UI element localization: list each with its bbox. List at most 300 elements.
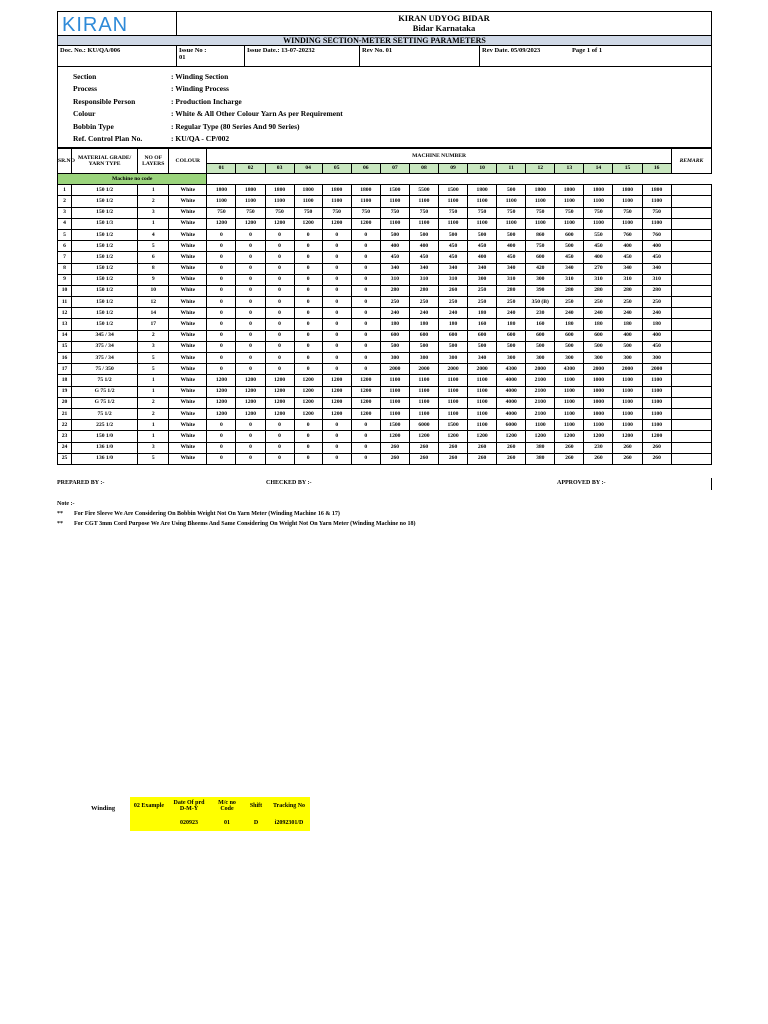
cell-layers: 3 [138, 442, 169, 453]
cell-meter-value: 0 [207, 431, 236, 442]
table-row [58, 241, 712, 252]
cell-meter-value: 0 [351, 420, 380, 431]
cell-meter-value: 1200 [207, 218, 236, 229]
rev-no: Rev No. 01 [360, 46, 480, 67]
cell-meter-value: 260 [497, 442, 526, 453]
cell-meter-value: 1800 [265, 185, 294, 196]
cell-meter-value: 0 [265, 453, 294, 464]
issue-no-cell [177, 46, 245, 67]
cell-material: 150 1/2 [72, 285, 138, 296]
cell-meter-value: 250 [468, 285, 497, 296]
cell-meter-value: 500 [409, 229, 438, 240]
page-number: Page 1 of 1 [571, 47, 603, 54]
cell-meter-value: 1100 [642, 420, 671, 431]
cell-meter-value: 1200 [236, 397, 265, 408]
col-header-colour: COLOUR [169, 149, 207, 174]
notes-title: Note :- [57, 501, 75, 507]
cell-meter-value: 750 [265, 207, 294, 218]
cell-srno: 1 [58, 185, 72, 196]
cell-meter-value: 500 [497, 341, 526, 352]
cell-meter-value: 260 [555, 442, 584, 453]
cell-srno: 24 [58, 442, 72, 453]
cell-remark [671, 218, 711, 229]
cell-meter-value: 340 [439, 263, 468, 274]
cell-meter-value: 1800 [294, 185, 322, 196]
cell-meter-value: 450 [439, 252, 468, 263]
cell-meter-value: 260 [380, 453, 409, 464]
cell-meter-value: 340 [497, 263, 526, 274]
cell-meter-value: 400 [613, 241, 642, 252]
cell-meter-value: 1200 [322, 218, 351, 229]
cell-srno: 10 [58, 285, 72, 296]
col-header-remark: REMARK [671, 149, 711, 174]
cell-meter-value: 420 [526, 263, 555, 274]
cell-meter-value: 1200 [265, 386, 294, 397]
cell-meter-value: 2000 [584, 364, 613, 375]
approved-by: APPROVED BY :- [557, 480, 606, 486]
machine-number-cell: 03 [265, 164, 294, 174]
company-location: Bidar Karnataka [412, 22, 476, 33]
example-h1: 02 Example [130, 797, 168, 814]
info-row: Colour : White & All Other Colour Yarn As per Requirement [73, 109, 343, 118]
cell-meter-value: 1100 [584, 218, 613, 229]
cell-meter-value: 0 [294, 453, 322, 464]
cell-meter-value: 0 [294, 241, 322, 252]
cell-meter-value: 1200 [409, 431, 438, 442]
cell-meter-value: 260 [613, 453, 642, 464]
cell-colour: White [169, 196, 207, 207]
cell-remark [671, 375, 711, 386]
cell-srno: 23 [58, 431, 72, 442]
cell-layers: 14 [138, 308, 169, 319]
cell-meter-value: 260 [409, 453, 438, 464]
cell-meter-value: 1100 [468, 408, 497, 419]
cell-material: 150 1/0 [72, 431, 138, 442]
cell-meter-value: 250 [380, 297, 409, 308]
cell-material: 75 / 350 [72, 364, 138, 375]
cell-srno: 14 [58, 330, 72, 341]
cell-meter-value: 0 [322, 341, 351, 352]
cell-meter-value: 1100 [468, 196, 497, 207]
cell-meter-value: 240 [555, 308, 584, 319]
cell-layers: 1 [138, 218, 169, 229]
cell-meter-value: 750 [207, 207, 236, 218]
cell-meter-value: 250 [468, 297, 497, 308]
note-item: ** For CGT 3mm Cord Purpose We Are Using Bheems And Same Considering On Weight Not On Yarn Meter (Winding Machine no 18) [57, 521, 416, 527]
cell-meter-value: 240 [613, 308, 642, 319]
cell-material: G 75 1/2 [72, 386, 138, 397]
cell-layers: 1 [138, 375, 169, 386]
cell-material: 75 1/2 [72, 408, 138, 419]
cell-remark [671, 442, 711, 453]
cell-meter-value: 0 [294, 252, 322, 263]
cell-meter-value: 0 [236, 263, 265, 274]
cell-meter-value: 0 [322, 319, 351, 330]
cell-meter-value: 500 [468, 229, 497, 240]
cell-colour: White [169, 207, 207, 218]
cell-layers: 2 [138, 397, 169, 408]
machine-number-cell: 14 [584, 164, 613, 174]
cell-srno: 20 [58, 397, 72, 408]
example-h2: Date Of prd D-M-Y [168, 797, 210, 814]
cell-remark [671, 386, 711, 397]
cell-meter-value: 230 [584, 442, 613, 453]
cell-layers: 9 [138, 274, 169, 285]
cell-meter-value: 500 [497, 229, 526, 240]
cell-meter-value: 0 [236, 341, 265, 352]
cell-meter-value: 1200 [265, 218, 294, 229]
cell-meter-value: 280 [613, 285, 642, 296]
cell-meter-value: 750 [555, 207, 584, 218]
machine-number-cell: 16 [642, 164, 671, 174]
cell-meter-value: 500 [584, 341, 613, 352]
info-row: Responsible Person : Production Incharge [73, 97, 242, 106]
cell-meter-value: 260 [584, 453, 613, 464]
cell-srno: 22 [58, 420, 72, 431]
cell-meter-value: 2100 [526, 375, 555, 386]
cell-meter-value: 340 [555, 263, 584, 274]
table-row [58, 297, 712, 308]
cell-meter-value: 0 [265, 420, 294, 431]
cell-meter-value: 300 [526, 353, 555, 364]
cell-meter-value: 750 [526, 207, 555, 218]
cell-remark [671, 341, 711, 352]
cell-material: 150 1/2 [72, 308, 138, 319]
cell-meter-value: 1100 [409, 386, 438, 397]
cell-remark [671, 207, 711, 218]
cell-meter-value: 250 [613, 297, 642, 308]
cell-meter-value: 450 [642, 252, 671, 263]
info-block [57, 67, 712, 148]
table-row [58, 196, 712, 207]
table-row [58, 420, 712, 431]
cell-meter-value: 1800 [322, 185, 351, 196]
cell-material: G 75 1/2 [72, 397, 138, 408]
cell-meter-value: 0 [265, 364, 294, 375]
cell-colour: White [169, 252, 207, 263]
cell-layers: 8 [138, 263, 169, 274]
table-row [58, 185, 712, 196]
cell-meter-value: 1800 [351, 185, 380, 196]
cell-meter-value: 1200 [207, 408, 236, 419]
cell-meter-value: 300 [497, 353, 526, 364]
cell-srno: 6 [58, 241, 72, 252]
cell-meter-value: 760 [613, 229, 642, 240]
cell-material: 150 1/2 [72, 274, 138, 285]
cell-meter-value: 1100 [555, 386, 584, 397]
cell-meter-value: 260 [468, 453, 497, 464]
cell-meter-value: 250 [409, 297, 438, 308]
cell-colour: White [169, 218, 207, 229]
cell-meter-value: 4000 [497, 397, 526, 408]
cell-meter-value: 0 [322, 263, 351, 274]
cell-meter-value: 1100 [526, 420, 555, 431]
cell-meter-value: 300 [555, 353, 584, 364]
cell-meter-value: 1100 [380, 408, 409, 419]
cell-meter-value: 0 [207, 285, 236, 296]
cell-meter-value: 1100 [584, 420, 613, 431]
info-row: Ref. Control Plan No. : KU/QA - CP/002 [73, 134, 230, 143]
cell-meter-value: 500 [468, 341, 497, 352]
cell-srno: 2 [58, 196, 72, 207]
cell-colour: White [169, 185, 207, 196]
cell-meter-value: 4300 [497, 364, 526, 375]
cell-meter-value: 0 [265, 297, 294, 308]
cell-meter-value: 1800 [555, 185, 584, 196]
cell-meter-value: 750 [642, 207, 671, 218]
cell-material: 375 / 34 [72, 341, 138, 352]
cell-meter-value: 180 [409, 319, 438, 330]
notes-block [57, 499, 416, 529]
cell-meter-value: 600 [555, 330, 584, 341]
cell-meter-value: 260 [439, 285, 468, 296]
machine-number-cell: 07 [380, 164, 409, 174]
cell-meter-value: 450 [439, 241, 468, 252]
cell-meter-value: 300 [642, 353, 671, 364]
cell-meter-value: 1100 [642, 397, 671, 408]
cell-remark [671, 420, 711, 431]
cell-meter-value: 1000 [584, 397, 613, 408]
cell-meter-value: 450 [497, 252, 526, 263]
cell-meter-value: 1100 [613, 397, 642, 408]
cell-meter-value: 180 [613, 319, 642, 330]
cell-meter-value: 750 [409, 207, 438, 218]
cell-colour: White [169, 330, 207, 341]
machine-number-cell: 12 [526, 164, 555, 174]
cell-srno: 3 [58, 207, 72, 218]
cell-meter-value: 0 [322, 364, 351, 375]
cell-meter-value: 2000 [526, 364, 555, 375]
table-row [58, 364, 712, 375]
cell-meter-value: 1100 [613, 386, 642, 397]
cell-meter-value: 0 [322, 453, 351, 464]
cell-meter-value: 240 [584, 308, 613, 319]
cell-colour: White [169, 308, 207, 319]
cell-meter-value: 0 [236, 308, 265, 319]
cell-meter-value: 750 [294, 207, 322, 218]
cell-meter-value: 0 [351, 442, 380, 453]
cell-meter-value: 0 [265, 319, 294, 330]
cell-meter-value: 1100 [439, 408, 468, 419]
cell-meter-value: 2000 [380, 364, 409, 375]
cell-remark [671, 319, 711, 330]
cell-layers: 2 [138, 196, 169, 207]
cell-colour: White [169, 263, 207, 274]
table-row [58, 431, 712, 442]
cell-meter-value: 1100 [380, 218, 409, 229]
cell-colour: White [169, 386, 207, 397]
cell-meter-value: 0 [207, 263, 236, 274]
cell-meter-value: 180 [642, 319, 671, 330]
cell-material: 136 1/0 [72, 453, 138, 464]
cell-meter-value: 0 [207, 420, 236, 431]
cell-meter-value: 1100 [497, 196, 526, 207]
table-row [58, 274, 712, 285]
table-row [58, 285, 712, 296]
cell-meter-value: 500 [555, 341, 584, 352]
cell-layers: 1 [138, 185, 169, 196]
cell-meter-value: 230 [526, 308, 555, 319]
cell-meter-value: 450 [555, 252, 584, 263]
cell-material: 375 / 34 [72, 353, 138, 364]
document-title: WINDING SECTION-METER SETTING PARAMETERS [58, 36, 712, 46]
col-header-srno: SR.NO [58, 149, 72, 174]
cell-meter-value: 0 [207, 297, 236, 308]
table-row [58, 263, 712, 274]
info-row: Section : Winding Section [73, 72, 229, 81]
example-label: Winding [91, 805, 116, 812]
cell-meter-value: 0 [207, 330, 236, 341]
cell-colour: White [169, 285, 207, 296]
cell-meter-value: 1200 [294, 397, 322, 408]
cell-meter-value: 0 [294, 420, 322, 431]
cell-meter-value: 240 [409, 308, 438, 319]
cell-meter-value: 600 [380, 330, 409, 341]
cell-meter-value: 1100 [642, 196, 671, 207]
cell-colour: White [169, 241, 207, 252]
cell-meter-value: 0 [351, 285, 380, 296]
cell-layers: 5 [138, 364, 169, 375]
cell-meter-value: 1200 [294, 375, 322, 386]
cell-meter-value: 750 [439, 207, 468, 218]
cell-meter-value: 300 [380, 353, 409, 364]
cell-meter-value: 1100 [468, 397, 497, 408]
cell-meter-value: 1200 [468, 431, 497, 442]
cell-layers: 2 [138, 330, 169, 341]
machine-number-cell: 06 [351, 164, 380, 174]
cell-meter-value: 0 [322, 241, 351, 252]
cell-meter-value: 1100 [322, 196, 351, 207]
cell-meter-value: 0 [351, 274, 380, 285]
cell-layers: 3 [138, 341, 169, 352]
cell-meter-value: 1100 [642, 408, 671, 419]
col-header-layers: NO OF LAYERS [138, 149, 169, 174]
cell-meter-value: 390 [526, 285, 555, 296]
cell-colour: White [169, 319, 207, 330]
meter-setting-table [57, 148, 712, 465]
cell-meter-value: 600 [468, 330, 497, 341]
cell-meter-value: 180 [555, 319, 584, 330]
cell-meter-value: 0 [207, 453, 236, 464]
cell-meter-value: 0 [265, 252, 294, 263]
cell-meter-value: 500 [439, 229, 468, 240]
cell-remark [671, 364, 711, 375]
cell-meter-value: 1200 [294, 386, 322, 397]
cell-meter-value: 0 [351, 241, 380, 252]
cell-meter-value: 240 [439, 308, 468, 319]
cell-meter-value: 1200 [322, 386, 351, 397]
cell-srno: 16 [58, 353, 72, 364]
cell-meter-value: 1500 [380, 420, 409, 431]
example-v1 [130, 814, 168, 831]
cell-colour: White [169, 274, 207, 285]
cell-meter-value: 0 [322, 274, 351, 285]
cell-meter-value: 1100 [409, 196, 438, 207]
cell-meter-value: 250 [642, 297, 671, 308]
cell-meter-value: 0 [265, 353, 294, 364]
cell-remark [671, 453, 711, 464]
cell-meter-value: 1100 [236, 196, 265, 207]
example-v4: D [244, 814, 268, 831]
note-item: ** For Fire Sleeve We Are Considering On Bobbin Weight Not On Yarn Meter (Winding Machine 16 & 17) [57, 511, 340, 517]
cell-meter-value: 0 [207, 274, 236, 285]
example-h3: M/c no Code [210, 797, 244, 814]
cell-meter-value: 0 [322, 297, 351, 308]
cell-meter-value: 250 [439, 297, 468, 308]
cell-meter-value: 550 [584, 229, 613, 240]
cell-meter-value: 600 [526, 252, 555, 263]
cell-meter-value: 1000 [584, 408, 613, 419]
col-header-machine-number: MACHINE NUMBER [207, 149, 671, 164]
cell-meter-value: 350 (B) [526, 297, 555, 308]
cell-meter-value: 270 [584, 263, 613, 274]
table-row [58, 408, 712, 419]
cell-meter-value: 1800 [207, 185, 236, 196]
cell-meter-value: 1200 [207, 397, 236, 408]
cell-material: 150 1/2 [72, 241, 138, 252]
cell-meter-value: 260 [409, 442, 438, 453]
cell-meter-value: 250 [497, 297, 526, 308]
cell-meter-value: 500 [380, 229, 409, 240]
cell-colour: White [169, 397, 207, 408]
machine-code-spacer [207, 174, 712, 185]
cell-meter-value: 500 [380, 341, 409, 352]
cell-colour: White [169, 229, 207, 240]
cell-meter-value: 0 [265, 341, 294, 352]
company-block [177, 12, 712, 36]
cell-material: 136 1/0 [72, 442, 138, 453]
col-header-material: MATERIAL GRADE/ YARN TYPE [72, 149, 138, 174]
cell-meter-value: 250 [555, 297, 584, 308]
cell-meter-value: 1100 [468, 218, 497, 229]
machine-number-cell: 11 [497, 164, 526, 174]
cell-meter-value: 1200 [439, 431, 468, 442]
cell-meter-value: 0 [351, 252, 380, 263]
cell-meter-value: 240 [380, 308, 409, 319]
cell-layers: 5 [138, 241, 169, 252]
cell-meter-value: 0 [236, 285, 265, 296]
cell-meter-value: 2000 [642, 364, 671, 375]
cell-meter-value: 0 [322, 442, 351, 453]
cell-meter-value: 750 [584, 207, 613, 218]
cell-srno: 5 [58, 229, 72, 240]
cell-meter-value: 1800 [613, 185, 642, 196]
cell-remark [671, 196, 711, 207]
cell-meter-value: 1100 [497, 218, 526, 229]
cell-meter-value: 0 [207, 364, 236, 375]
cell-remark [671, 263, 711, 274]
table-row [58, 353, 712, 364]
cell-meter-value: 0 [236, 319, 265, 330]
cell-meter-value: 1200 [351, 218, 380, 229]
cell-meter-value: 0 [236, 364, 265, 375]
cell-meter-value: 300 [613, 353, 642, 364]
example-v2: 020923 [168, 814, 210, 831]
cell-meter-value: 310 [584, 274, 613, 285]
cell-meter-value: 1200 [497, 431, 526, 442]
example-h5: Tracking No [268, 797, 310, 814]
cell-meter-value: 1100 [642, 386, 671, 397]
cell-meter-value: 860 [526, 229, 555, 240]
cell-meter-value: 340 [468, 353, 497, 364]
cell-meter-value: 0 [265, 308, 294, 319]
cell-meter-value: 0 [351, 319, 380, 330]
cell-meter-value: 0 [265, 229, 294, 240]
cell-meter-value: 760 [642, 229, 671, 240]
cell-meter-value: 160 [468, 319, 497, 330]
company-name: KIRAN UDYOG BIDAR [398, 13, 490, 23]
cell-meter-value: 600 [439, 330, 468, 341]
